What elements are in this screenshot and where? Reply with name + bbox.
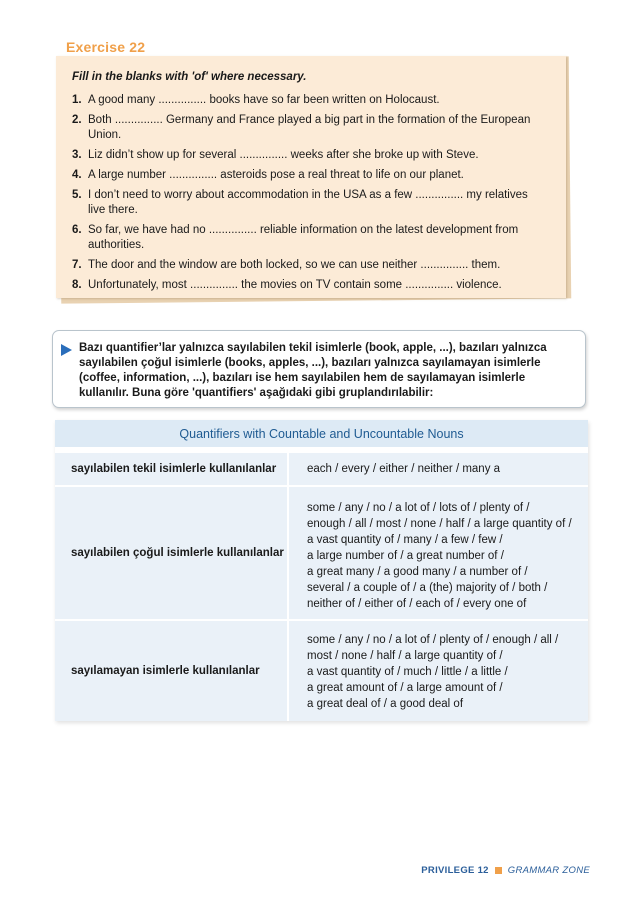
item-text: A large number ............... asteroids pose a real threat to life on our planet. [88, 169, 464, 181]
item-text: The door and the window are both locked, so we can use neither ............... them. [88, 259, 501, 271]
table-row [55, 485, 588, 619]
item-text: Both ............... Germany and France played a big part in the formation of the European Union. [88, 114, 531, 141]
item-number: 3. [72, 149, 82, 161]
item-number: 2. [72, 114, 82, 126]
footer-brand: PRIVILEGE 12 [421, 865, 489, 876]
exercise-item [72, 113, 550, 143]
quantifier-line: several / a couple of / a (the) majority of / both / [307, 582, 548, 594]
quantifier-line: a great many / a good many / a number of / [307, 566, 528, 578]
row-label: sayılabilen tekil isimlerle kullanılanlar [55, 453, 289, 485]
item-text: I don’t need to worry about accommodation in the USA as a few ............... my relatives live there. [88, 189, 528, 216]
info-note [52, 330, 586, 408]
quantifier-line: a vast quantity of / much / little / a little / [307, 666, 508, 678]
exercise-title: Exercise 22 [66, 39, 146, 55]
row-quantifiers [289, 487, 588, 619]
quantifier-line: enough / all / most / none / half / a large quantity of / [307, 518, 572, 530]
quantifiers-table [55, 420, 588, 721]
row-quantifiers [289, 621, 588, 721]
note-text: Bazı quantifier’lar yalnızca sayılabilen tekil isimlerle (book, apple, ...), bazıları yalnızca sayılabilen çoğul isimlerle (books, apples, ...), bazıları yalnızca sayılamayan isimlerle (coffee, information, ...), bazıları ise hem sayılabilen hem de sayılamayan isimlerle kullanılır. Buna göre 'quantifiers' aşağıdaki gibi gruplandırılabilir: [79, 342, 547, 399]
quantifier-line: a large number of / a great number of / [307, 550, 504, 562]
exercise-item [72, 278, 550, 293]
quantifier-line: each / every / either / neither / many a [307, 463, 501, 475]
item-text: A good many ............... books have so far been written on Holocaust. [88, 94, 440, 106]
exercise-item [72, 188, 550, 218]
item-number: 5. [72, 189, 82, 201]
quantifier-line: a great deal of / a good deal of [307, 698, 464, 710]
quantifier-line: some / any / no / a lot of / plenty of / enough / all / [307, 634, 559, 646]
footer-section: GRAMMAR ZONE [507, 865, 590, 876]
square-icon [495, 867, 502, 874]
quantifier-line: a great amount of / a large amount of / [307, 682, 503, 694]
row-label: sayılabilen çoğul isimlerle kullanılanlar [55, 487, 289, 619]
item-number: 4. [72, 169, 82, 181]
arrow-right-icon [61, 344, 72, 356]
exercise-item [72, 93, 550, 108]
item-text: Unfortunately, most ............... the movies on TV contain some ............... violence. [88, 279, 502, 291]
page-footer [421, 865, 590, 876]
quantifier-line: a vast quantity of / many / a few / few / [307, 534, 503, 546]
exercise-item [72, 258, 550, 273]
item-text: So far, we have had no ............... reliable information on the latest development from authorities. [88, 224, 519, 251]
row-quantifiers [289, 453, 588, 485]
item-text: Liz didn’t show up for several ............... weeks after she broke up with Steve. [88, 149, 479, 161]
item-number: 8. [72, 279, 82, 291]
exercise-box [56, 56, 566, 298]
item-number: 7. [72, 259, 82, 271]
table-row [55, 451, 588, 485]
quantifier-line: neither of / either of / each of / every one of [307, 598, 527, 610]
exercise-item [72, 148, 550, 163]
item-number: 6. [72, 224, 82, 236]
item-number: 1. [72, 94, 82, 106]
quantifier-line: most / none / half / a large quantity of / [307, 650, 503, 662]
table-row [55, 619, 588, 721]
exercise-item [72, 168, 550, 183]
quantifier-line: some / any / no / a lot of / lots of / plenty of / [307, 502, 530, 514]
row-label: sayılamayan isimlerle kullanılanlar [55, 621, 289, 721]
exercise-instruction: Fill in the blanks with 'of' where necessary. [72, 71, 307, 83]
table-title: Quantifiers with Countable and Uncountable Nouns [55, 420, 588, 451]
exercise-list [72, 93, 550, 293]
exercise-item [72, 223, 550, 253]
